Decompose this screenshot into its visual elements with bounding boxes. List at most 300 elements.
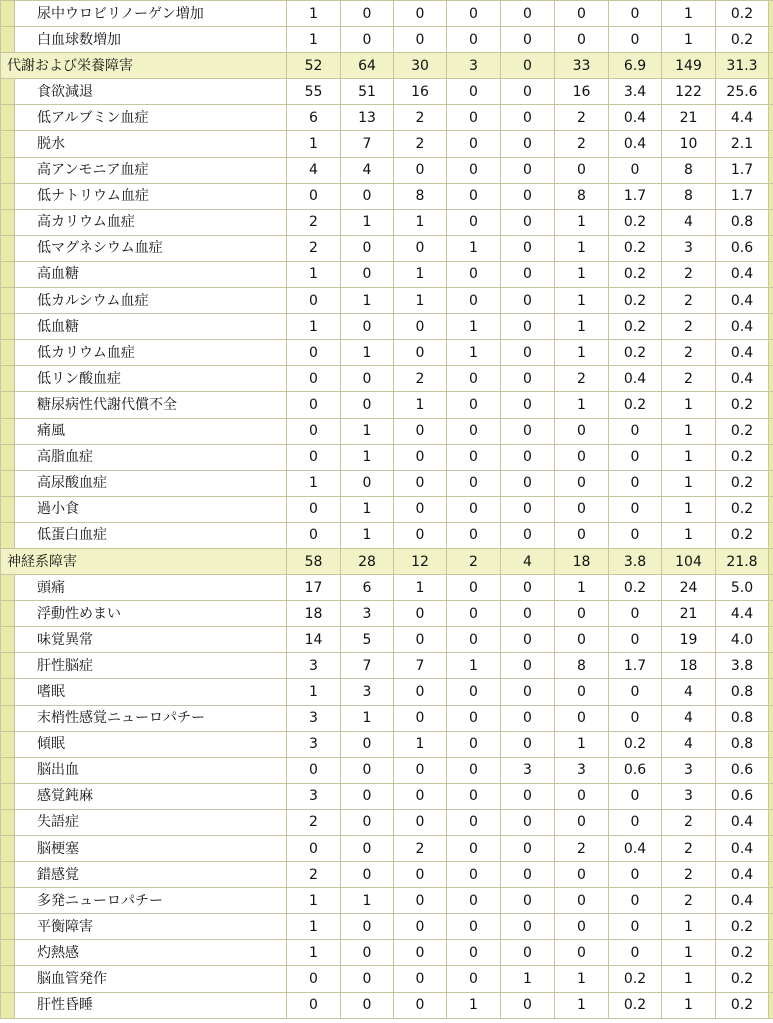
value-cell: 0 xyxy=(501,888,555,914)
value-cell: 0 xyxy=(447,470,501,496)
value-cell: 2 xyxy=(394,131,447,157)
value-cell: 21.8 xyxy=(716,548,769,574)
value-cell: 1 xyxy=(287,261,341,287)
value-cell: 0 xyxy=(501,105,555,131)
value-cell: 0 xyxy=(501,783,555,809)
value-cell: 1 xyxy=(501,966,555,992)
indent-gutter xyxy=(1,157,15,183)
indent-gutter xyxy=(1,888,15,914)
value-cell: 0 xyxy=(394,940,447,966)
value-cell: 33 xyxy=(555,53,609,79)
event-name: 低カルシウム血症 xyxy=(15,288,287,314)
value-cell: 0 xyxy=(287,496,341,522)
value-cell: 0.4 xyxy=(716,809,769,835)
value-cell: 28 xyxy=(341,548,394,574)
value-cell: 0 xyxy=(555,496,609,522)
value-cell: 3 xyxy=(341,679,394,705)
value-cell: 0 xyxy=(287,444,341,470)
value-cell: 1 xyxy=(662,418,716,444)
table-row xyxy=(1,79,773,105)
value-cell: 1 xyxy=(662,392,716,418)
value-cell: 1 xyxy=(662,1,716,27)
value-cell: 0.8 xyxy=(716,679,769,705)
table-row xyxy=(1,522,773,548)
value-cell: 0.4 xyxy=(716,314,769,340)
value-cell: 16 xyxy=(394,79,447,105)
event-name: 頭痛 xyxy=(15,575,287,601)
value-cell: 0 xyxy=(609,470,662,496)
value-cell: 1 xyxy=(662,522,716,548)
right-edge xyxy=(769,757,773,783)
value-cell: 1 xyxy=(341,288,394,314)
right-edge xyxy=(769,157,773,183)
value-cell: 0 xyxy=(501,679,555,705)
value-cell: 1 xyxy=(341,340,394,366)
value-cell: 58 xyxy=(287,548,341,574)
indent-gutter xyxy=(1,470,15,496)
value-cell: 0 xyxy=(341,862,394,888)
value-cell: 0 xyxy=(394,757,447,783)
table-row xyxy=(1,966,773,992)
value-cell: 19 xyxy=(662,627,716,653)
value-cell: 0 xyxy=(447,131,501,157)
value-cell: 0.2 xyxy=(716,966,769,992)
value-cell: 0 xyxy=(341,183,394,209)
value-cell: 0 xyxy=(447,79,501,105)
value-cell: 0 xyxy=(447,940,501,966)
value-cell: 0 xyxy=(394,627,447,653)
value-cell: 1 xyxy=(341,444,394,470)
value-cell: 0 xyxy=(501,392,555,418)
value-cell: 4.4 xyxy=(716,105,769,131)
value-cell: 5 xyxy=(341,627,394,653)
value-cell: 1 xyxy=(341,418,394,444)
event-name: 失語症 xyxy=(15,809,287,835)
table-row xyxy=(1,209,773,235)
indent-gutter xyxy=(1,444,15,470)
right-edge xyxy=(769,261,773,287)
table-row xyxy=(1,1,773,27)
value-cell: 0 xyxy=(447,288,501,314)
value-cell: 0 xyxy=(447,1,501,27)
indent-gutter xyxy=(1,966,15,992)
value-cell: 2 xyxy=(662,862,716,888)
value-cell: 0 xyxy=(447,627,501,653)
value-cell: 1 xyxy=(662,496,716,522)
value-cell: 6 xyxy=(287,105,341,131)
value-cell: 0 xyxy=(555,522,609,548)
right-edge xyxy=(769,183,773,209)
value-cell: 0 xyxy=(555,470,609,496)
value-cell: 2 xyxy=(555,131,609,157)
value-cell: 1 xyxy=(287,470,341,496)
value-cell: 0 xyxy=(394,992,447,1018)
value-cell: 0 xyxy=(394,235,447,261)
value-cell: 0.2 xyxy=(609,575,662,601)
value-cell: 0 xyxy=(394,809,447,835)
value-cell: 7 xyxy=(341,653,394,679)
value-cell: 0 xyxy=(341,836,394,862)
value-cell: 0 xyxy=(394,314,447,340)
value-cell: 0 xyxy=(287,183,341,209)
value-cell: 0 xyxy=(501,601,555,627)
value-cell: 0 xyxy=(555,809,609,835)
value-cell: 0 xyxy=(501,809,555,835)
indent-gutter xyxy=(1,601,15,627)
value-cell: 0.2 xyxy=(716,940,769,966)
table-row xyxy=(1,366,773,392)
value-cell: 0 xyxy=(609,705,662,731)
value-cell: 0 xyxy=(341,809,394,835)
value-cell: 2 xyxy=(394,366,447,392)
table-row xyxy=(1,757,773,783)
value-cell: 55 xyxy=(287,79,341,105)
value-cell: 1 xyxy=(341,496,394,522)
value-cell: 2 xyxy=(662,809,716,835)
value-cell: 4 xyxy=(662,209,716,235)
event-name: 糖尿病性代謝代償不全 xyxy=(15,392,287,418)
value-cell: 0.2 xyxy=(609,966,662,992)
value-cell: 14 xyxy=(287,627,341,653)
right-edge xyxy=(769,914,773,940)
value-cell: 0 xyxy=(555,679,609,705)
value-cell: 0.8 xyxy=(716,731,769,757)
value-cell: 0 xyxy=(341,966,394,992)
table-row xyxy=(1,235,773,261)
value-cell: 0.6 xyxy=(716,235,769,261)
value-cell: 0 xyxy=(609,783,662,809)
value-cell: 0 xyxy=(555,783,609,809)
value-cell: 0 xyxy=(555,888,609,914)
value-cell: 1 xyxy=(287,314,341,340)
value-cell: 18 xyxy=(555,548,609,574)
value-cell: 0 xyxy=(501,27,555,53)
value-cell: 31.3 xyxy=(716,53,769,79)
indent-gutter xyxy=(1,131,15,157)
indent-gutter xyxy=(1,705,15,731)
value-cell: 0 xyxy=(287,522,341,548)
event-name: 高アンモニア血症 xyxy=(15,157,287,183)
value-cell: 0 xyxy=(394,496,447,522)
right-edge xyxy=(769,992,773,1018)
event-name: 脳血管発作 xyxy=(15,966,287,992)
table-row xyxy=(1,157,773,183)
value-cell: 0 xyxy=(609,157,662,183)
value-cell: 0 xyxy=(447,783,501,809)
table-row xyxy=(1,27,773,53)
value-cell: 0.2 xyxy=(716,496,769,522)
value-cell: 0 xyxy=(555,1,609,27)
value-cell: 0 xyxy=(287,836,341,862)
value-cell: 0 xyxy=(501,131,555,157)
value-cell: 1 xyxy=(662,914,716,940)
event-name: 高尿酸血症 xyxy=(15,470,287,496)
value-cell: 1 xyxy=(394,575,447,601)
value-cell: 0.2 xyxy=(609,261,662,287)
right-edge xyxy=(769,575,773,601)
indent-gutter xyxy=(1,496,15,522)
value-cell: 4 xyxy=(662,731,716,757)
right-edge xyxy=(769,105,773,131)
value-cell: 8 xyxy=(662,157,716,183)
indent-gutter xyxy=(1,105,15,131)
value-cell: 0 xyxy=(501,1,555,27)
event-name: 痛風 xyxy=(15,418,287,444)
value-cell: 0 xyxy=(609,627,662,653)
indent-gutter xyxy=(1,261,15,287)
value-cell: 0.2 xyxy=(609,314,662,340)
value-cell: 24 xyxy=(662,575,716,601)
value-cell: 1 xyxy=(447,653,501,679)
value-cell: 52 xyxy=(287,53,341,79)
value-cell: 0 xyxy=(501,157,555,183)
value-cell: 1 xyxy=(287,27,341,53)
indent-gutter xyxy=(1,79,15,105)
value-cell: 0 xyxy=(394,27,447,53)
value-cell: 0 xyxy=(501,340,555,366)
value-cell: 0 xyxy=(501,209,555,235)
table-row xyxy=(1,314,773,340)
value-cell: 1 xyxy=(287,940,341,966)
value-cell: 2 xyxy=(662,340,716,366)
value-cell: 0 xyxy=(555,418,609,444)
event-name: 錯感覚 xyxy=(15,862,287,888)
value-cell: 0 xyxy=(609,522,662,548)
table-row xyxy=(1,627,773,653)
value-cell: 1 xyxy=(341,888,394,914)
value-cell: 0 xyxy=(501,366,555,392)
value-cell: 18 xyxy=(662,653,716,679)
value-cell: 0 xyxy=(609,27,662,53)
event-name: 味覚異常 xyxy=(15,627,287,653)
event-name: 高血糖 xyxy=(15,261,287,287)
value-cell: 1 xyxy=(555,235,609,261)
value-cell: 8 xyxy=(662,183,716,209)
value-cell: 8 xyxy=(555,653,609,679)
event-name: 脱水 xyxy=(15,131,287,157)
event-name: 末梢性感覚ニューロパチー xyxy=(15,705,287,731)
value-cell: 0 xyxy=(287,966,341,992)
value-cell: 4.4 xyxy=(716,601,769,627)
indent-gutter xyxy=(1,757,15,783)
value-cell: 0 xyxy=(609,888,662,914)
value-cell: 0 xyxy=(341,470,394,496)
category-row xyxy=(1,53,773,79)
event-name: 脳出血 xyxy=(15,757,287,783)
event-name: 低アルブミン血症 xyxy=(15,105,287,131)
right-edge xyxy=(769,705,773,731)
event-name: 浮動性めまい xyxy=(15,601,287,627)
right-edge xyxy=(769,444,773,470)
value-cell: 0.2 xyxy=(716,27,769,53)
value-cell: 0 xyxy=(609,679,662,705)
event-name: 低マグネシウム血症 xyxy=(15,235,287,261)
indent-gutter xyxy=(1,183,15,209)
value-cell: 0.2 xyxy=(716,522,769,548)
value-cell: 0.4 xyxy=(716,836,769,862)
table-row xyxy=(1,783,773,809)
value-cell: 0 xyxy=(501,992,555,1018)
table-row xyxy=(1,679,773,705)
right-edge xyxy=(769,209,773,235)
value-cell: 7 xyxy=(341,131,394,157)
value-cell: 1 xyxy=(287,888,341,914)
value-cell: 1 xyxy=(555,992,609,1018)
value-cell: 0 xyxy=(609,418,662,444)
value-cell: 1 xyxy=(662,444,716,470)
value-cell: 2 xyxy=(662,836,716,862)
value-cell: 6.9 xyxy=(609,53,662,79)
value-cell: 0 xyxy=(447,157,501,183)
value-cell: 149 xyxy=(662,53,716,79)
value-cell: 0 xyxy=(341,783,394,809)
value-cell: 122 xyxy=(662,79,716,105)
right-edge xyxy=(769,679,773,705)
table-row xyxy=(1,261,773,287)
event-name: 低カリウム血症 xyxy=(15,340,287,366)
indent-gutter xyxy=(1,809,15,835)
indent-gutter xyxy=(1,940,15,966)
value-cell: 13 xyxy=(341,105,394,131)
category-name: 神経系障害 xyxy=(1,548,287,574)
value-cell: 0 xyxy=(447,522,501,548)
indent-gutter xyxy=(1,392,15,418)
table-row xyxy=(1,340,773,366)
value-cell: 0.2 xyxy=(716,992,769,1018)
value-cell: 1.7 xyxy=(716,183,769,209)
value-cell: 1 xyxy=(555,288,609,314)
category-name: 代謝および栄養障害 xyxy=(1,53,287,79)
value-cell: 0 xyxy=(501,235,555,261)
value-cell: 1 xyxy=(555,314,609,340)
value-cell: 0 xyxy=(287,340,341,366)
indent-gutter xyxy=(1,731,15,757)
value-cell: 0 xyxy=(447,575,501,601)
value-cell: 3 xyxy=(287,731,341,757)
value-cell: 3 xyxy=(287,705,341,731)
right-edge xyxy=(769,496,773,522)
value-cell: 0 xyxy=(341,392,394,418)
value-cell: 2 xyxy=(287,235,341,261)
value-cell: 0 xyxy=(394,888,447,914)
value-cell: 2.1 xyxy=(716,131,769,157)
event-name: 低蛋白血症 xyxy=(15,522,287,548)
value-cell: 0 xyxy=(555,157,609,183)
value-cell: 1 xyxy=(662,940,716,966)
value-cell: 7 xyxy=(394,653,447,679)
value-cell: 8 xyxy=(555,183,609,209)
value-cell: 1 xyxy=(447,314,501,340)
value-cell: 0 xyxy=(447,679,501,705)
value-cell: 0 xyxy=(447,966,501,992)
indent-gutter xyxy=(1,653,15,679)
value-cell: 0 xyxy=(394,966,447,992)
table-row xyxy=(1,601,773,627)
value-cell: 0 xyxy=(341,261,394,287)
event-name: 低血糖 xyxy=(15,314,287,340)
value-cell: 104 xyxy=(662,548,716,574)
value-cell: 0 xyxy=(394,1,447,27)
value-cell: 0 xyxy=(555,940,609,966)
value-cell: 1 xyxy=(555,392,609,418)
value-cell: 1 xyxy=(555,261,609,287)
value-cell: 0 xyxy=(609,940,662,966)
value-cell: 4 xyxy=(341,157,394,183)
table-row xyxy=(1,809,773,835)
event-name: 感覚鈍麻 xyxy=(15,783,287,809)
value-cell: 0 xyxy=(501,940,555,966)
table-row xyxy=(1,496,773,522)
value-cell: 0 xyxy=(394,470,447,496)
value-cell: 0 xyxy=(341,731,394,757)
event-name: 傾眠 xyxy=(15,731,287,757)
value-cell: 0 xyxy=(555,27,609,53)
value-cell: 1.7 xyxy=(609,653,662,679)
indent-gutter xyxy=(1,1,15,27)
table-row xyxy=(1,575,773,601)
value-cell: 0.2 xyxy=(609,235,662,261)
value-cell: 0 xyxy=(394,679,447,705)
table-row xyxy=(1,444,773,470)
value-cell: 0 xyxy=(447,836,501,862)
value-cell: 0 xyxy=(555,914,609,940)
value-cell: 0 xyxy=(555,862,609,888)
table-row xyxy=(1,705,773,731)
value-cell: 0 xyxy=(447,496,501,522)
table-row xyxy=(1,392,773,418)
value-cell: 0.2 xyxy=(609,992,662,1018)
value-cell: 0 xyxy=(501,496,555,522)
value-cell: 0 xyxy=(341,914,394,940)
value-cell: 1 xyxy=(555,209,609,235)
value-cell: 0 xyxy=(341,1,394,27)
event-name: 脳梗塞 xyxy=(15,836,287,862)
value-cell: 0 xyxy=(341,992,394,1018)
right-edge xyxy=(769,340,773,366)
value-cell: 1 xyxy=(555,731,609,757)
right-edge xyxy=(769,470,773,496)
value-cell: 0.2 xyxy=(609,392,662,418)
value-cell: 0 xyxy=(555,705,609,731)
value-cell: 0 xyxy=(287,288,341,314)
value-cell: 0 xyxy=(555,627,609,653)
value-cell: 2 xyxy=(287,209,341,235)
indent-gutter xyxy=(1,992,15,1018)
value-cell: 2 xyxy=(662,261,716,287)
value-cell: 0 xyxy=(394,340,447,366)
right-edge xyxy=(769,653,773,679)
value-cell: 0 xyxy=(609,601,662,627)
right-edge xyxy=(769,392,773,418)
value-cell: 1.7 xyxy=(716,157,769,183)
value-cell: 0.6 xyxy=(716,783,769,809)
value-cell: 1 xyxy=(341,522,394,548)
value-cell: 0 xyxy=(447,392,501,418)
value-cell: 0 xyxy=(501,53,555,79)
event-name: 過小食 xyxy=(15,496,287,522)
right-edge xyxy=(769,53,773,79)
value-cell: 0 xyxy=(447,261,501,287)
value-cell: 1 xyxy=(662,992,716,1018)
value-cell: 0.2 xyxy=(609,209,662,235)
value-cell: 2 xyxy=(447,548,501,574)
right-edge xyxy=(769,809,773,835)
value-cell: 0 xyxy=(501,731,555,757)
right-edge xyxy=(769,888,773,914)
value-cell: 0 xyxy=(501,418,555,444)
value-cell: 3 xyxy=(287,653,341,679)
value-cell: 4.0 xyxy=(716,627,769,653)
